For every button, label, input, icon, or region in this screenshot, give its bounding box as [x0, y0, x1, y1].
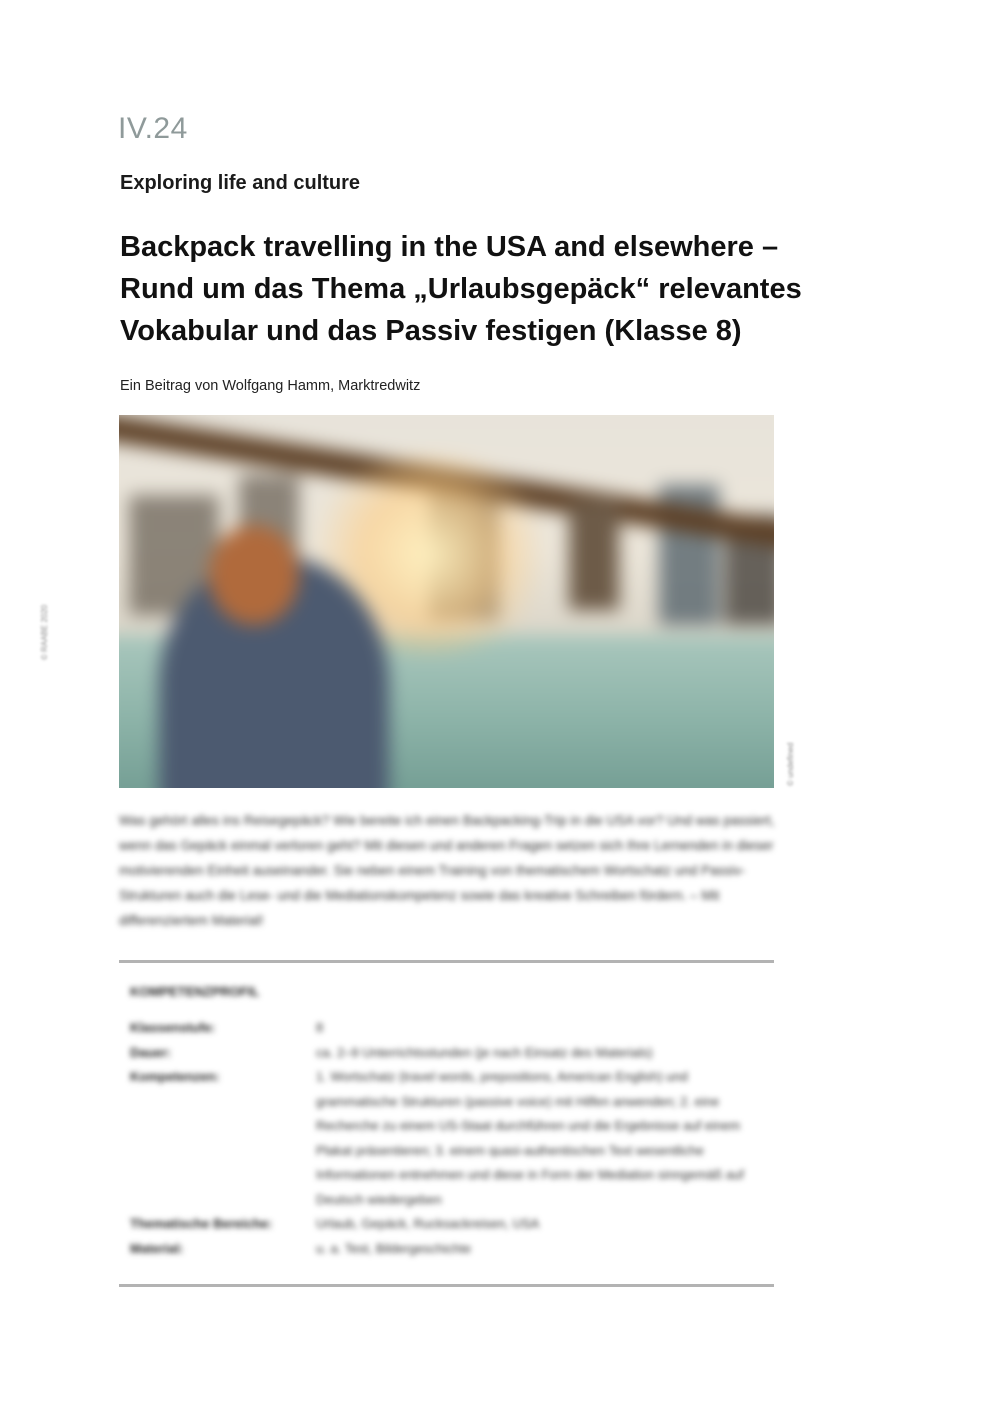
- row-label: Material:: [130, 1240, 184, 1256]
- row-label: Dauer:: [130, 1044, 172, 1060]
- section-label: Exploring life and culture: [120, 172, 361, 194]
- row-label: Kompetenzen:: [130, 1069, 220, 1084]
- divider: [119, 1284, 774, 1287]
- row-value: 1. Wortschatz (travel words, prepositions, American English) und grammatische Strukturen (passive voice) mit Hilfen anwenden; 2. eine Recherche zu einem US-Staat durchführen und die Ergebnisse auf einem Plakat präsentieren; 3. einem quasi-authentischen Text wesentliche Informationen entnehmen und diese in Form der Mediation sinngemäß auf Deutsch wiedergeben: [316, 1069, 744, 1207]
- competence-profile-table: [130, 1016, 770, 1261]
- divider: [119, 960, 774, 963]
- unit-code: IV.24: [118, 112, 188, 145]
- row-value: Urlaub, Gepäck, Rucksackreisen, USA: [316, 1216, 540, 1231]
- document-title: [120, 226, 840, 352]
- row-label: Klassenstufe:: [130, 1020, 216, 1035]
- title-line: Vokabular und das Passiv festigen (Klasse 8): [120, 315, 742, 347]
- table-row: [130, 1065, 770, 1212]
- row-value: 8: [316, 1020, 324, 1035]
- profile-heading: KOMPETENZPROFIL: [130, 984, 260, 999]
- row-value: ca. 2–9 Unterrichtsstunden (je nach Einsatz des Materials): [316, 1044, 653, 1060]
- table-row: [130, 1212, 770, 1237]
- table-row: [130, 1237, 770, 1262]
- table-row: [130, 1041, 770, 1066]
- copyright-note: © RAABE 2020: [40, 604, 49, 660]
- backpacker-photo-icon: [119, 415, 774, 788]
- photo-credit: © undefined: [786, 742, 795, 786]
- intro-paragraph: Was gehört alles ins Reisegepäck? Wie bereite ich einen Backpacking-Trip in die USA vor? Und was passiert, wenn das Gepäck einmal verloren geht? Mit diesen und anderen Fragen setzen sich Ihre Lernenden in dieser motivierenden Einheit auseinander. Sie neben einem Training von thematischem Wortschatz und Passiv-Strukturen auch die Lese- und die Mediationskompetenz sowie das kreative Schreiben fördern. – Mit differenziertem Material!: [119, 813, 775, 928]
- row-label: Thematische Bereiche:: [130, 1216, 273, 1231]
- title-line: Rund um das Thema „Urlaubsgepäck“ relevantes: [120, 273, 802, 305]
- author-line: Ein Beitrag von Wolfgang Hamm, Marktredwitz: [120, 378, 421, 394]
- title-line: Backpack travelling in the USA and elsewhere –: [120, 231, 779, 263]
- cover-photo: [119, 415, 774, 788]
- table-row: [130, 1016, 770, 1041]
- row-value: u. a. Test, Bildergeschichte: [316, 1240, 472, 1256]
